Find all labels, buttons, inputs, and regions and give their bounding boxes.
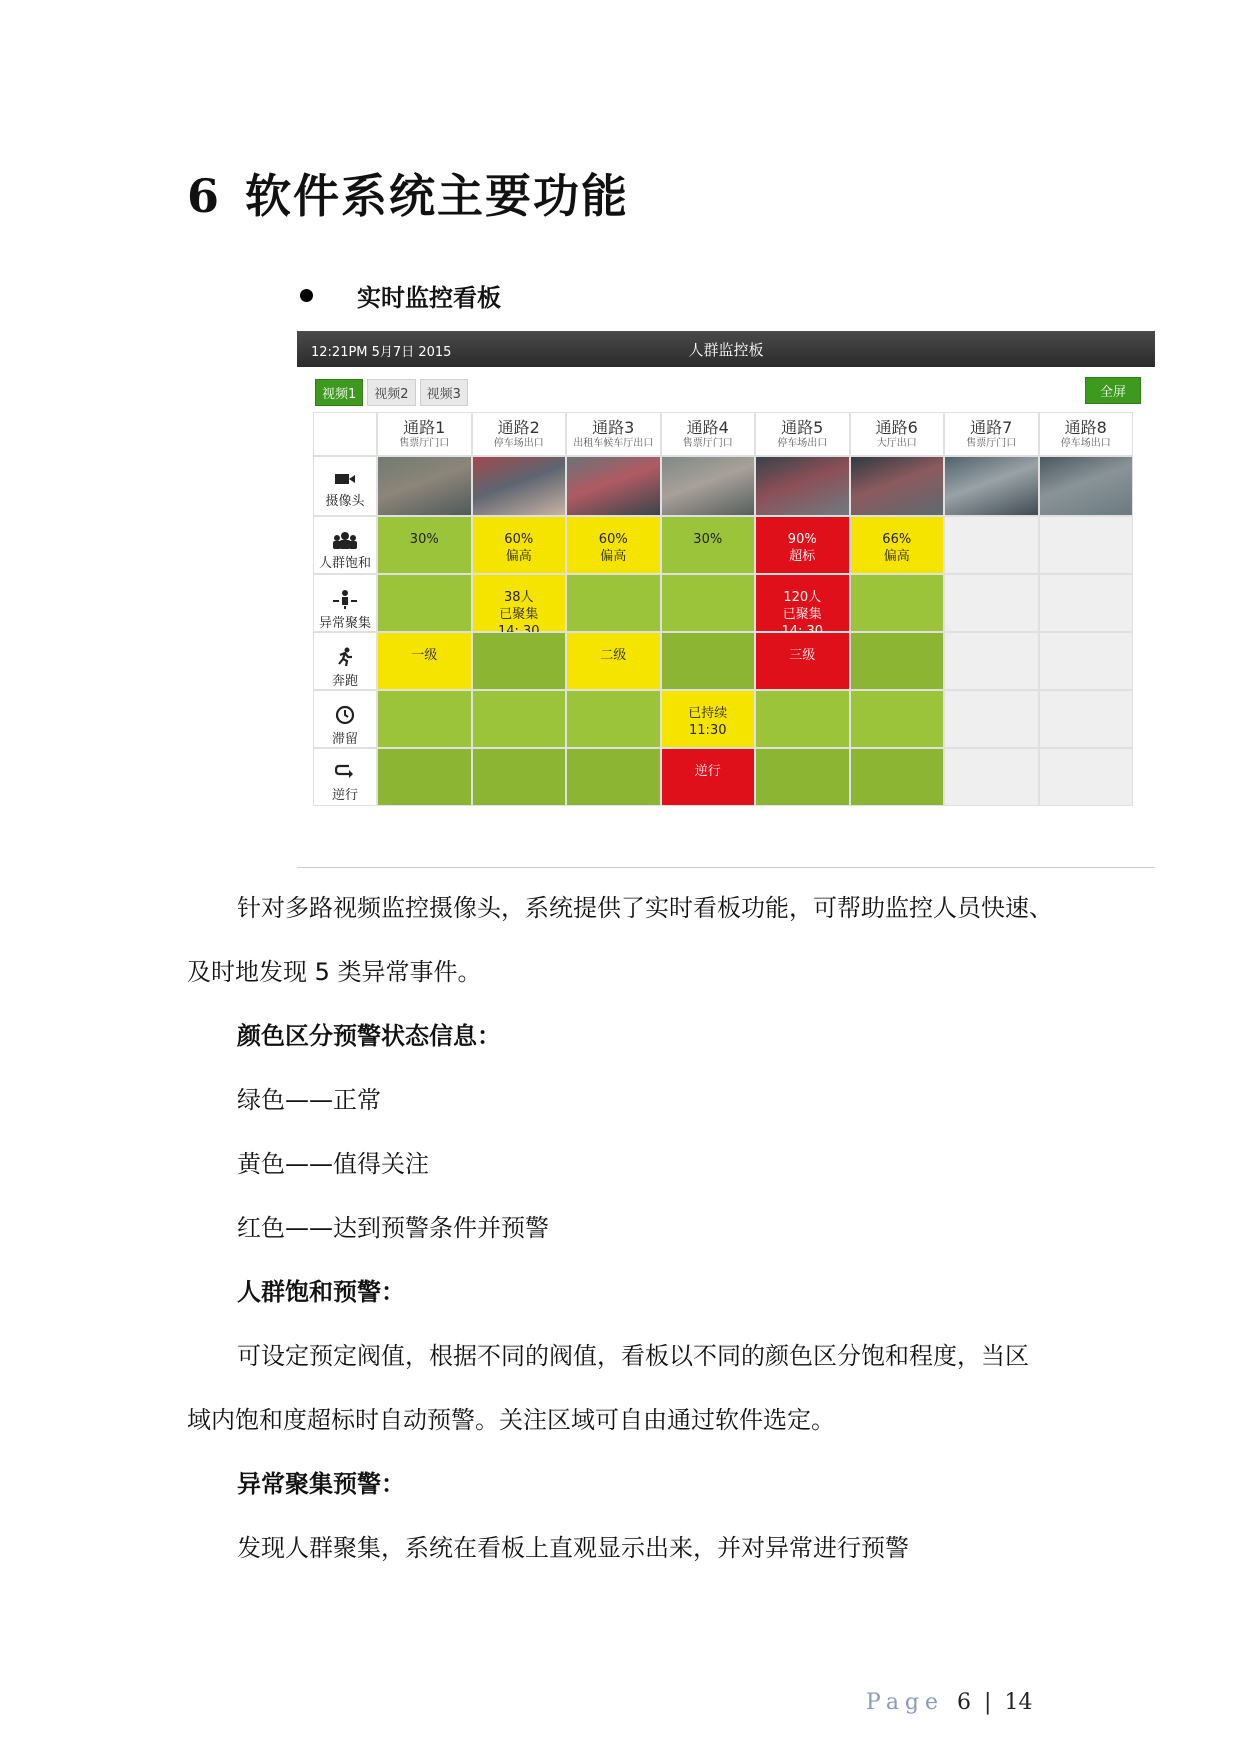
status-cell[interactable] bbox=[1039, 690, 1134, 748]
status-cell[interactable] bbox=[472, 632, 567, 690]
status-cell[interactable] bbox=[566, 690, 661, 748]
status-value: 二级 bbox=[600, 648, 627, 663]
status-cell[interactable] bbox=[850, 690, 945, 748]
status-cell[interactable] bbox=[661, 516, 756, 574]
page-total: 14 bbox=[1004, 1690, 1033, 1715]
camera-thumbnail[interactable] bbox=[472, 456, 567, 516]
camera-thumbnail[interactable] bbox=[566, 456, 661, 516]
status-cell[interactable] bbox=[1039, 574, 1134, 632]
status-value: 30% bbox=[693, 532, 723, 547]
status-cell[interactable] bbox=[377, 690, 472, 748]
status-cell[interactable] bbox=[472, 690, 567, 748]
status-cell[interactable] bbox=[566, 632, 661, 690]
row-label bbox=[313, 748, 377, 806]
intro-line-1: 针对多路视频监控摄像头，系统提供了实时看板功能，可帮助监控人员快速、 bbox=[237, 894, 1053, 922]
status-cell[interactable] bbox=[661, 574, 756, 632]
row-label-text: 奔跑 bbox=[331, 674, 358, 689]
page-footer bbox=[866, 1690, 1032, 1715]
channel-name: 通路2 bbox=[497, 418, 540, 437]
grid-corner bbox=[313, 412, 377, 456]
channel-location: 大厅出口 bbox=[876, 438, 917, 449]
bullet-text: 实时监控看板 bbox=[357, 284, 501, 312]
section-number: 6 bbox=[187, 169, 222, 223]
bullet-dot-icon bbox=[300, 289, 313, 302]
status-value: 三级 bbox=[789, 648, 816, 663]
video-tabs bbox=[315, 379, 468, 406]
channel-name: 通路6 bbox=[875, 418, 918, 437]
channel-location: 售票厅门口 bbox=[966, 438, 1017, 449]
status-value: 120人 已聚集 bbox=[782, 590, 822, 622]
row-label-text: 逆行 bbox=[331, 788, 358, 803]
status-cell[interactable] bbox=[472, 574, 567, 632]
tab-video-2[interactable]: 视频2 bbox=[367, 379, 415, 406]
status-value: 66% 偏高 bbox=[882, 532, 912, 564]
saturation-line-1: 可设定预定阀值，根据不同的阀值，看板以不同的颜色区分饱和程度，当区 bbox=[237, 1342, 1029, 1370]
channel-header[interactable] bbox=[850, 412, 945, 456]
crowd-icon bbox=[314, 531, 376, 549]
channel-header[interactable] bbox=[944, 412, 1039, 456]
tab-video-1[interactable]: 视频1 bbox=[315, 379, 363, 406]
channel-header[interactable] bbox=[566, 412, 661, 456]
channel-header[interactable] bbox=[755, 412, 850, 456]
status-value: 一级 bbox=[411, 648, 438, 663]
red-legend: 红色——达到预警条件并预警 bbox=[237, 1214, 549, 1242]
dashboard-title: 人群监控板 bbox=[688, 341, 764, 359]
status-cell[interactable] bbox=[1039, 748, 1134, 806]
dashboard-screenshot bbox=[297, 331, 1155, 868]
channel-name: 通路5 bbox=[781, 418, 824, 437]
status-cell[interactable] bbox=[944, 574, 1039, 632]
channel-header[interactable] bbox=[661, 412, 756, 456]
gathering-icon bbox=[314, 589, 376, 609]
bullet-item bbox=[300, 278, 501, 313]
status-cell[interactable] bbox=[566, 574, 661, 632]
status-cell[interactable] bbox=[944, 748, 1039, 806]
saturation-heading: 人群饱和预警： bbox=[237, 1278, 405, 1306]
channel-header[interactable] bbox=[377, 412, 472, 456]
section-heading bbox=[187, 160, 629, 226]
running-icon bbox=[314, 647, 376, 667]
page-word: Page bbox=[866, 1690, 945, 1715]
fullscreen-button[interactable]: 全屏 bbox=[1085, 377, 1141, 404]
camera-thumbnail[interactable] bbox=[377, 456, 472, 516]
channel-name: 通路8 bbox=[1064, 418, 1107, 437]
status-cell[interactable] bbox=[755, 748, 850, 806]
channel-header[interactable] bbox=[1039, 412, 1134, 456]
status-cell[interactable] bbox=[944, 690, 1039, 748]
status-cell[interactable] bbox=[755, 632, 850, 690]
yellow-legend: 黄色——值得关注 bbox=[237, 1150, 429, 1178]
row-label-text: 摄像头 bbox=[325, 494, 365, 509]
status-value: 38人 已聚集 bbox=[499, 590, 539, 622]
row-label bbox=[313, 632, 377, 690]
row-label-text: 异常聚集 bbox=[318, 616, 371, 631]
status-cell[interactable] bbox=[377, 574, 472, 632]
row-label-text: 滞留 bbox=[331, 732, 358, 747]
status-cell[interactable] bbox=[377, 748, 472, 806]
status-cell[interactable] bbox=[850, 574, 945, 632]
camera-thumbnail[interactable] bbox=[755, 456, 850, 516]
status-cell[interactable] bbox=[1039, 516, 1134, 574]
section-title: 软件系统主要功能 bbox=[245, 169, 630, 223]
status-cell[interactable] bbox=[566, 748, 661, 806]
reverse-icon bbox=[314, 763, 376, 781]
status-cell[interactable] bbox=[850, 516, 945, 574]
camera-thumbnail[interactable] bbox=[850, 456, 945, 516]
camera-icon bbox=[314, 471, 376, 487]
channel-location: 售票厅门口 bbox=[399, 438, 450, 449]
row-label bbox=[313, 516, 377, 574]
dashboard-titlebar bbox=[297, 331, 1155, 367]
status-cell[interactable] bbox=[755, 574, 850, 632]
gathering-heading: 异常聚集预警： bbox=[237, 1470, 405, 1498]
gathering-line-1: 发现人群聚集，系统在看板上直观显示出来，并对异常进行预警 bbox=[237, 1534, 909, 1562]
channel-name: 通路7 bbox=[970, 418, 1013, 437]
status-value: 90% 超标 bbox=[787, 532, 817, 564]
status-value: 60% 偏高 bbox=[598, 532, 628, 564]
channel-location: 出租车候车厅出口 bbox=[573, 438, 654, 449]
channel-name: 通路3 bbox=[592, 418, 635, 437]
status-cell[interactable] bbox=[755, 516, 850, 574]
status-cell[interactable] bbox=[566, 516, 661, 574]
status-cell[interactable] bbox=[1039, 632, 1134, 690]
camera-thumbnail[interactable] bbox=[661, 456, 756, 516]
status-cell[interactable] bbox=[850, 748, 945, 806]
camera-thumbnail[interactable] bbox=[1039, 456, 1134, 516]
camera-thumbnail[interactable] bbox=[944, 456, 1039, 516]
green-legend: 绿色——正常 bbox=[237, 1086, 381, 1114]
row-label bbox=[313, 456, 377, 516]
page-number: 6 bbox=[957, 1690, 972, 1715]
status-value: 已持续 11:30 bbox=[688, 706, 728, 738]
saturation-line-2: 域内饱和度超标时自动预警。关注区域可自由通过软件选定。 bbox=[187, 1406, 835, 1434]
clock-icon bbox=[314, 705, 376, 725]
status-value: 30% bbox=[409, 532, 439, 547]
channel-header[interactable] bbox=[472, 412, 567, 456]
status-cell[interactable] bbox=[850, 632, 945, 690]
dashboard-time: 12:21PM 5月7日 2015 bbox=[311, 345, 452, 360]
status-cell[interactable] bbox=[661, 632, 756, 690]
status-cell[interactable] bbox=[377, 632, 472, 690]
status-cell[interactable] bbox=[377, 516, 472, 574]
status-value: 逆行 bbox=[694, 764, 721, 779]
page-separator: | bbox=[984, 1690, 992, 1715]
channel-location: 售票厅门口 bbox=[682, 438, 733, 449]
status-cell[interactable] bbox=[472, 516, 567, 574]
channel-name: 通路1 bbox=[403, 418, 446, 437]
status-cell[interactable] bbox=[661, 690, 756, 748]
tab-video-3[interactable]: 视频3 bbox=[420, 379, 468, 406]
status-cell[interactable] bbox=[944, 632, 1039, 690]
status-cell[interactable] bbox=[472, 748, 567, 806]
row-label-text: 人群饱和 bbox=[318, 556, 371, 571]
channel-name: 通路4 bbox=[686, 418, 729, 437]
channel-location: 停车场出口 bbox=[1060, 438, 1111, 449]
status-cell[interactable] bbox=[661, 748, 756, 806]
channel-location: 停车场出口 bbox=[777, 438, 828, 449]
row-label bbox=[313, 690, 377, 748]
status-cell[interactable] bbox=[944, 516, 1039, 574]
row-label bbox=[313, 574, 377, 632]
intro-line-2: 及时地发现 5 类异常事件。 bbox=[187, 958, 482, 986]
channel-location: 停车场出口 bbox=[493, 438, 544, 449]
color-heading: 颜色区分预警状态信息： bbox=[237, 1022, 501, 1050]
status-cell[interactable] bbox=[755, 690, 850, 748]
status-value: 60% 偏高 bbox=[504, 532, 534, 564]
